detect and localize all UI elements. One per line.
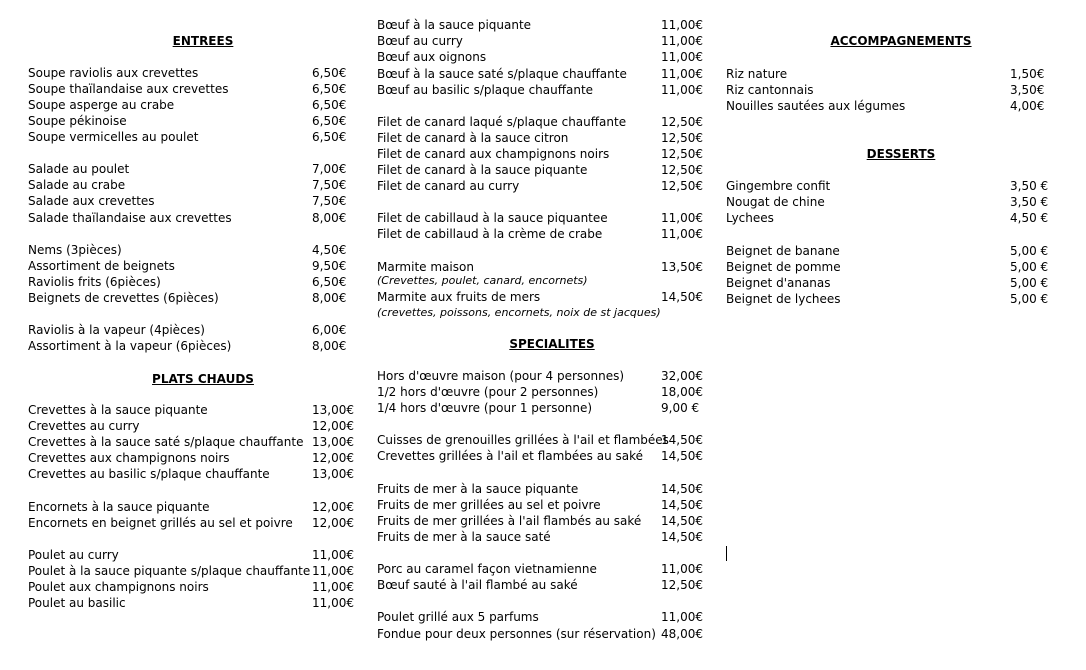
menu-item <box>726 82 1056 98</box>
menu-item <box>28 81 358 97</box>
menu-item-price: 13,00€ <box>312 435 354 449</box>
menu-item-price: 5,00 € <box>1010 260 1049 274</box>
text-cursor <box>726 546 727 561</box>
menu-item-name: Assortiment à la vapeur (6pièces) <box>28 339 232 353</box>
menu-item-price: 12,50€ <box>661 115 703 129</box>
menu-item-name: Porc au caramel façon vietnamienne <box>377 562 597 576</box>
menu-item-name: Filet de canard à la sauce piquante <box>377 163 588 177</box>
menu-item-name: Beignet de pomme <box>726 260 841 274</box>
menu-item-price: 48,00€ <box>661 627 703 641</box>
menu-item <box>28 595 358 611</box>
menu-item-price: 14,50€ <box>661 449 703 463</box>
menu-item-name: Soupe raviolis aux crevettes <box>28 66 199 80</box>
menu-item-name: Crevettes aux champignons noirs <box>28 451 230 465</box>
menu-item-name: Filet de canard à la sauce citron <box>377 131 569 145</box>
menu-item <box>377 513 707 529</box>
menu-item <box>726 210 1056 226</box>
menu-item-price: 11,00€ <box>661 211 703 225</box>
menu-item-name: Encornets en beignet grillés au sel et poivre <box>28 516 293 530</box>
menu-item-name: Poulet grillé aux 5 parfums <box>377 610 539 624</box>
menu-item <box>377 481 707 497</box>
menu-item-price: 12,00€ <box>312 516 354 530</box>
section-title-accompagnements: ACCOMPAGNEMENTS <box>830 34 972 48</box>
menu-item-name: Salade au poulet <box>28 162 130 176</box>
menu-item-name: Soupe pékinoise <box>28 114 127 128</box>
menu-item-name: Crevettes à la sauce piquante <box>28 403 208 417</box>
menu-item <box>377 226 707 242</box>
menu-item-name: Crevettes au curry <box>28 419 140 433</box>
menu-item <box>726 98 1056 114</box>
menu-item <box>28 402 358 418</box>
menu-item-price: 8,00€ <box>312 211 347 225</box>
menu-item-price: 11,00€ <box>661 34 703 48</box>
menu-item <box>377 114 707 130</box>
menu-item-price: 6,00€ <box>312 323 347 337</box>
menu-item-name: Gingembre confit <box>726 179 831 193</box>
menu-item <box>28 274 358 290</box>
menu-item-price: 6,50€ <box>312 82 347 96</box>
menu-item-price: 12,50€ <box>661 131 703 145</box>
menu-item-name: Salade aux crevettes <box>28 194 155 208</box>
section-title-desserts: DESSERTS <box>866 147 936 161</box>
menu-item-name: Marmite aux fruits de mers <box>377 290 541 304</box>
menu-item-name: Soupe thaïlandaise aux crevettes <box>28 82 229 96</box>
menu-item <box>377 368 707 384</box>
menu-item-name: Nougat de chine <box>726 195 825 209</box>
menu-item <box>377 66 707 82</box>
menu-item <box>377 162 707 178</box>
menu-item-name: Cuisses de grenouilles grillées à l'ail et flambées <box>377 433 669 447</box>
menu-item-name: Fondue pour deux personnes (sur réservation) <box>377 627 656 641</box>
menu-item-name: Fruits de mer grillées à l'ail flambés au saké <box>377 514 642 528</box>
menu-item-name: Hors d'œuvre maison (pour 4 personnes) <box>377 369 625 383</box>
menu-item-name: Raviolis à la vapeur (4pièces) <box>28 323 205 337</box>
menu-item-price: 11,00€ <box>661 562 703 576</box>
menu-item <box>377 384 707 400</box>
menu-item-price: 9,50€ <box>312 259 347 273</box>
menu-item-name: Assortiment de beignets <box>28 259 175 273</box>
menu-item-name: Salade thaïlandaise aux crevettes <box>28 211 232 225</box>
menu-item-price: 6,50€ <box>312 66 347 80</box>
menu-item <box>726 291 1056 307</box>
menu-item-price: 12,50€ <box>661 179 703 193</box>
menu-item <box>377 626 707 642</box>
menu-item <box>726 66 1056 82</box>
menu-item <box>28 579 358 595</box>
menu-item <box>377 497 707 513</box>
menu-item-price: 11,00€ <box>661 18 703 32</box>
menu-item-name: Fruits de mer à la sauce saté <box>377 530 551 544</box>
menu-item-price: 13,50€ <box>661 260 703 274</box>
menu-item-price: 6,50€ <box>312 275 347 289</box>
menu-item <box>377 577 707 593</box>
menu-item-price: 3,50 € <box>1010 179 1049 193</box>
menu-item-name: Filet de canard aux champignons noirs <box>377 147 610 161</box>
menu-item-price: 6,50€ <box>312 114 347 128</box>
menu-item <box>28 210 358 226</box>
menu-item-name: Poulet au curry <box>28 548 119 562</box>
menu-item-name: Bœuf à la sauce saté s/plaque chauffante <box>377 67 627 81</box>
menu-item <box>28 97 358 113</box>
menu-item-price: 14,50€ <box>661 290 703 304</box>
menu-item-price: 11,00€ <box>661 83 703 97</box>
menu-item-price: 14,50€ <box>661 433 703 447</box>
menu-item-price: 3,50 € <box>1010 195 1049 209</box>
menu-item-name: Lychees <box>726 211 774 225</box>
menu-item-name: Crevettes au basilic s/plaque chauffante <box>28 467 270 481</box>
menu-item-name: Marmite maison <box>377 260 474 274</box>
menu-item-price: 11,00€ <box>312 548 354 562</box>
menu-item-name: Soupe asperge au crabe <box>28 98 175 112</box>
menu-item <box>726 275 1056 291</box>
menu-item-name: 1/2 hors d'œuvre (pour 2 personnes) <box>377 385 599 399</box>
menu-item <box>377 400 707 416</box>
menu-item-price: 7,50€ <box>312 178 347 192</box>
menu-item-price: 11,00€ <box>661 67 703 81</box>
menu-item-price: 4,50 € <box>1010 211 1049 225</box>
menu-item-price: 18,00€ <box>661 385 703 399</box>
menu-item-price: 9,00 € <box>661 401 700 415</box>
menu-item-name: Beignets de crevettes (6pièces) <box>28 291 219 305</box>
menu-item <box>28 418 358 434</box>
menu-item <box>28 242 358 258</box>
menu-item-price: 12,00€ <box>312 451 354 465</box>
menu-item-name: Filet de cabillaud à la crème de crabe <box>377 227 603 241</box>
menu-item-name: Fruits de mer à la sauce piquante <box>377 482 579 496</box>
menu-item <box>28 161 358 177</box>
menu-item-name: Filet de canard au curry <box>377 179 520 193</box>
menu-item <box>377 432 707 448</box>
section-title-plats-chauds: PLATS CHAUDS <box>152 372 254 386</box>
menu-item-price: 6,50€ <box>312 130 347 144</box>
marmite-note: (Crevettes, poulet, canard, encornets) <box>377 274 588 287</box>
menu-item <box>28 499 358 515</box>
section-title-specialites: SPECIALITES <box>509 337 595 351</box>
menu-item-price: 5,00 € <box>1010 276 1049 290</box>
menu-item-name: Bœuf au curry <box>377 34 463 48</box>
menu-item-price: 12,00€ <box>312 419 354 433</box>
menu-item <box>377 210 707 226</box>
menu-item <box>28 65 358 81</box>
menu-item <box>726 194 1056 210</box>
menu-item <box>28 563 358 579</box>
menu-item <box>28 450 358 466</box>
menu-item <box>377 130 707 146</box>
menu-item-price: 14,50€ <box>661 482 703 496</box>
menu-item <box>377 529 707 545</box>
menu-item-price: 11,00€ <box>312 580 354 594</box>
menu-item-price: 11,00€ <box>661 50 703 64</box>
menu-item-price: 14,50€ <box>661 514 703 528</box>
menu-item <box>28 129 358 145</box>
menu-item-name: Nems (3pièces) <box>28 243 122 257</box>
menu-item <box>28 515 358 531</box>
menu-item-price: 6,50€ <box>312 98 347 112</box>
menu-item-name: Bœuf à la sauce piquante <box>377 18 532 32</box>
menu-item-name: Poulet aux champignons noirs <box>28 580 209 594</box>
menu-item-price: 11,00€ <box>661 610 703 624</box>
menu-item-price: 7,00€ <box>312 162 347 176</box>
menu-item-price: 14,50€ <box>661 498 703 512</box>
menu-item <box>377 289 707 305</box>
menu-item-name: Crevettes grillées à l'ail et flambées au saké <box>377 449 644 463</box>
menu-item-price: 12,00€ <box>312 500 354 514</box>
menu-item-name: Bœuf sauté à l'ail flambé au saké <box>377 578 578 592</box>
menu-item-name: Bœuf au basilic s/plaque chauffante <box>377 83 594 97</box>
menu-item-price: 11,00€ <box>312 564 354 578</box>
menu-item-name: Riz cantonnais <box>726 83 814 97</box>
menu-item <box>377 178 707 194</box>
menu-item-price: 11,00€ <box>661 227 703 241</box>
menu-item-name: Fruits de mer grillées au sel et poivre <box>377 498 601 512</box>
menu-item-price: 5,00 € <box>1010 292 1049 306</box>
menu-item-price: 8,00€ <box>312 339 347 353</box>
menu-item-name: Encornets à la sauce piquante <box>28 500 210 514</box>
menu-item-name: Poulet à la sauce piquante s/plaque chauffante <box>28 564 311 578</box>
menu-item-price: 13,00€ <box>312 403 354 417</box>
menu-item-price: 7,50€ <box>312 194 347 208</box>
menu-item <box>377 33 707 49</box>
menu-item-price: 14,50€ <box>661 530 703 544</box>
menu-item-price: 12,50€ <box>661 147 703 161</box>
menu-item-price: 5,00 € <box>1010 244 1049 258</box>
menu-item-name: Bœuf aux oignons <box>377 50 487 64</box>
menu-item-name: Nouilles sautées aux légumes <box>726 99 906 113</box>
menu-item-price: 1,50€ <box>1010 67 1045 81</box>
menu-item <box>28 466 358 482</box>
menu-item <box>28 547 358 563</box>
menu-item <box>28 290 358 306</box>
menu-item-name: Poulet au basilic <box>28 596 126 610</box>
menu-item <box>28 338 358 354</box>
menu-item-name: Filet de cabillaud à la sauce piquantee <box>377 211 608 225</box>
menu-item-name: Filet de canard laqué s/plaque chauffante <box>377 115 627 129</box>
menu-item-name: Riz nature <box>726 67 788 81</box>
menu-item <box>726 259 1056 275</box>
menu-item-price: 3,50€ <box>1010 83 1045 97</box>
menu-item <box>377 609 707 625</box>
menu-item <box>28 193 358 209</box>
menu-item <box>726 243 1056 259</box>
menu-item-price: 11,00€ <box>312 596 354 610</box>
menu-item-price: 13,00€ <box>312 467 354 481</box>
menu-item <box>377 146 707 162</box>
menu-item-price: 8,00€ <box>312 291 347 305</box>
menu-item-name: Beignet de banane <box>726 244 840 258</box>
menu-item-name: Raviolis frits (6pièces) <box>28 275 161 289</box>
menu-item <box>726 178 1056 194</box>
menu-item-name: Salade au crabe <box>28 178 126 192</box>
marmite-mer-note: (crevettes, poissons, encornets, noix de st jacques) <box>377 306 661 319</box>
menu-item-price: 4,50€ <box>312 243 347 257</box>
menu-item <box>28 177 358 193</box>
menu-item-name: Crevettes à la sauce saté s/plaque chauffante <box>28 435 304 449</box>
menu-item <box>377 82 707 98</box>
menu-item-name: 1/4 hors d'œuvre (pour 1 personne) <box>377 401 593 415</box>
menu-item-price: 32,00€ <box>661 369 703 383</box>
menu-item-price: 12,50€ <box>661 163 703 177</box>
menu-item <box>28 322 358 338</box>
menu-item-name: Beignet de lychees <box>726 292 841 306</box>
menu-item-price: 12,50€ <box>661 578 703 592</box>
menu-item-name: Beignet d'ananas <box>726 276 831 290</box>
menu-item <box>28 113 358 129</box>
menu-item <box>28 434 358 450</box>
menu-item <box>377 17 707 33</box>
menu-item <box>377 49 707 65</box>
menu-item-price: 4,00€ <box>1010 99 1045 113</box>
menu-item <box>377 448 707 464</box>
menu-item <box>377 561 707 577</box>
section-title-entrees: ENTREES <box>172 34 234 48</box>
menu-item <box>28 258 358 274</box>
menu-item-name: Soupe vermicelles au poulet <box>28 130 199 144</box>
